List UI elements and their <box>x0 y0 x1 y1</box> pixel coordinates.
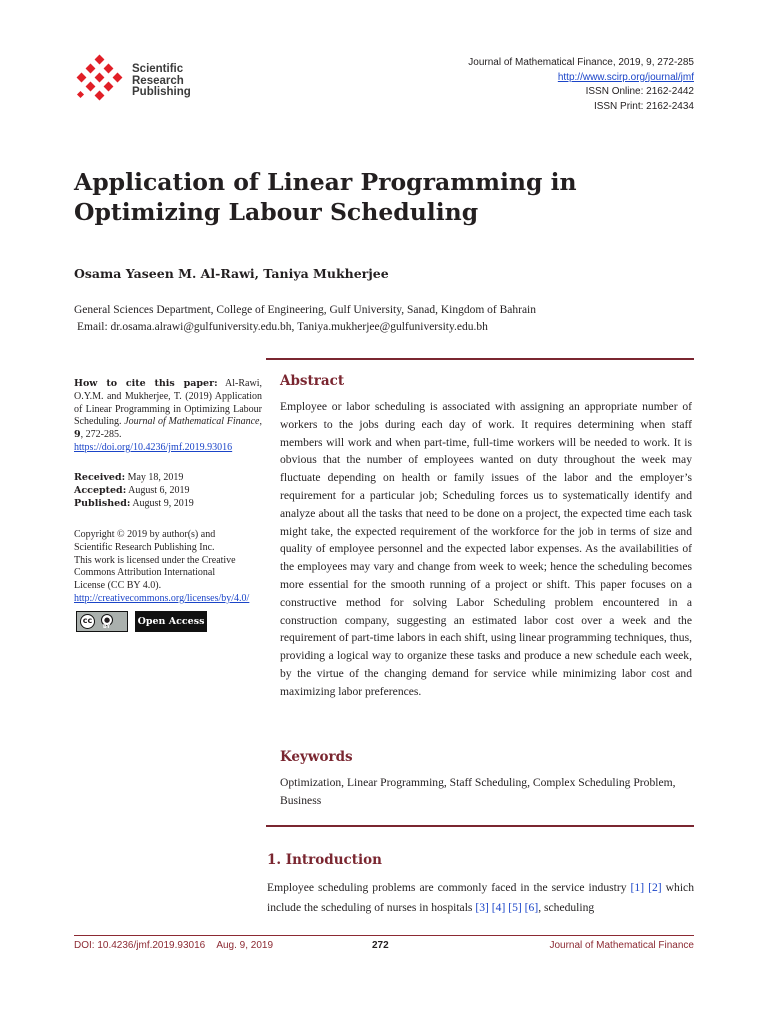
accepted-label: Accepted: <box>74 484 127 496</box>
cite-pages: , 272-285. <box>80 429 122 441</box>
keywords-text: Optimization, Linear Programming, Staff Scheduling, Complex Scheduling Problem, Business <box>280 776 676 807</box>
cite-sep: , <box>259 416 262 428</box>
cite-text: Al-Rawi, O.Y.M. and Mukherjee, T. (2019) Application of Linear Programming in Optimizing Labour Scheduling. <box>74 378 262 428</box>
ref-link-6[interactable]: [6] <box>524 901 539 914</box>
copyright-line1: Copyright © 2019 by author(s) and <box>74 529 216 540</box>
paper-email: Email: dr.osama.alrawi@gulfuniversity.edu.bh, Taniya.mukherjee@gulfuniversity.edu.bh <box>77 321 488 333</box>
journal-header <box>468 56 694 114</box>
ref-link-3[interactable]: [3] <box>475 901 489 914</box>
publisher-name-line3: Publishing <box>132 86 191 98</box>
abstract-text: Employee or labor scheduling is associated with assigning an appropriate number of workers to the jobs during each day of work. It requires determining when staff members will work and when part-time, full-time workers will be needed to work. It is obvious that the number of employees wanted on duty throughout the week may fluctuate depending on health or family issues of the labor and the employer’s requirement for a particular job; Scheduling forces us to systematically identify and analyze about all the tasks that need to be done on a project, the expected time each task might take, the expected requirement of the workforce for the job in terms of size and quality of employee personnel and the expected labor expenses. As the availabilities of the employees may vary and change from week to week; hence the scheduling becomes more essential for the smooth running of a project or shift. This paper focuses on a constructive method for solving Labor Scheduling problem encountered in a construction company, suggesting an estimated labor cost over a week and the requirement of part-time labors in each shift, using linear programming techniques, thus, providing a logical way to organize these tasks and produce a new schedule each week, by the virtue of the changing demand for service while minimizing labor cost and maximizing labor preferences. <box>280 400 692 698</box>
cite-doi-link[interactable]: https://doi.org/10.4236/jmf.2019.93016 <box>74 441 233 453</box>
journal-url-link[interactable]: http://www.scirp.org/journal/jmf <box>557 71 694 83</box>
keywords-bottom-rule <box>266 825 694 827</box>
publisher-name-line1: Scientific <box>132 63 184 75</box>
copyright-line3: This work is licensed under the Creative <box>74 554 236 566</box>
paper-title <box>74 167 694 227</box>
ref-link-4[interactable]: [4] <box>491 901 506 914</box>
keywords-heading: Keywords <box>280 749 353 765</box>
received-date <box>74 472 262 485</box>
ref-link-5[interactable]: [5] <box>508 901 522 914</box>
journal-citation: Journal of Mathematical Finance, 2019, 9, 272-285 <box>468 57 694 68</box>
introduction-heading: 1. Introduction <box>267 852 382 868</box>
paper-affiliation: General Sciences Department, College of Engineering, Gulf University, Sanad, Kingdom of Bahrain <box>74 304 536 316</box>
received-value: May 18, 2019 <box>125 472 184 483</box>
attribution-person-icon: ● <box>101 614 113 626</box>
intro-text-3: which include the scheduling of nurses in hospitals <box>267 881 695 914</box>
published-label: Published: <box>74 497 131 509</box>
ref-link-2[interactable]: [2] <box>648 881 662 894</box>
issn-online: ISSN Online: 2162-2442 <box>585 86 694 97</box>
published-value: August 9, 2019 <box>130 497 194 509</box>
paper-title-line2: Optimizing Labour Scheduling <box>74 198 479 226</box>
copyright-line2: Scientific Research Publishing Inc. <box>74 541 215 553</box>
scirp-diamond-logo-icon <box>74 54 130 106</box>
paper-title-line1: Application of Linear Programming in <box>74 168 577 196</box>
footer-date: Aug. 9, 2019 <box>216 940 274 951</box>
by-label: BY <box>103 624 111 630</box>
cite-volume: 9 <box>74 429 81 441</box>
publisher-logo <box>74 54 214 106</box>
copyright-line4: Commons Attribution International <box>74 567 216 579</box>
paper-authors: Osama Yaseen M. Al-Rawi, Taniya Mukherjee <box>74 266 389 281</box>
publication-dates <box>74 472 262 510</box>
open-access-badge[interactable]: Open Access <box>135 611 207 632</box>
published-date <box>74 498 262 511</box>
footer-doi-date <box>74 940 273 951</box>
cc-icon: cc <box>80 614 95 629</box>
footer-page-number: 272 <box>372 940 389 951</box>
received-label: Received: <box>74 472 126 483</box>
abstract-heading: Abstract <box>280 373 345 389</box>
cite-journal: Journal of Mathematical Finance <box>124 416 260 428</box>
cc-by-badge[interactable] <box>76 611 128 632</box>
copyright-line5: License (CC BY 4.0). <box>74 580 162 592</box>
issn-print: ISSN Print: 2162-2434 <box>593 100 694 112</box>
intro-text-4: , scheduling <box>538 901 595 914</box>
footer-doi: DOI: 10.4236/jmf.2019.93016 <box>74 940 206 951</box>
accepted-value: August 6, 2019 <box>126 484 190 496</box>
introduction-text <box>267 878 694 918</box>
publisher-name <box>132 64 191 99</box>
footer-rule <box>74 935 694 936</box>
copyright-notice <box>74 529 262 606</box>
ref-link-1[interactable]: [1] <box>630 881 645 894</box>
footer-journal: Journal of Mathematical Finance <box>549 940 694 951</box>
cite-label: How to cite this paper: <box>74 378 218 389</box>
publisher-name-line2: Research <box>132 74 184 87</box>
abstract-top-rule <box>266 358 694 360</box>
license-link[interactable]: http://creativecommons.org/licenses/by/4.0/ <box>74 592 250 604</box>
accepted-date <box>74 485 262 498</box>
intro-text-1: Employee scheduling problems are commonly faced in the service industry <box>267 881 631 894</box>
how-to-cite <box>74 378 262 455</box>
